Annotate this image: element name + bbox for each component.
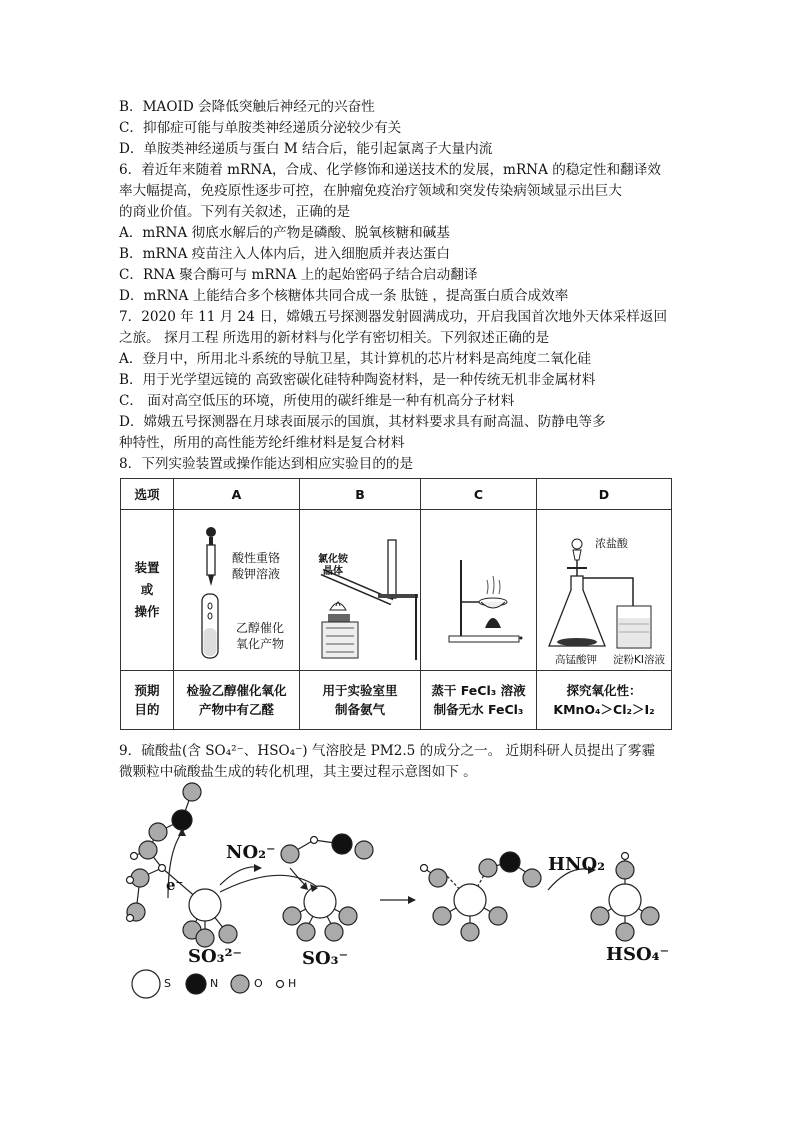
mechanism-svg: [120, 780, 680, 1000]
question-8-stem: 8．下列实验装置或操作能达到相应实验目的的是: [119, 456, 414, 472]
reagent-label: [232, 550, 280, 582]
option-d-q7-2: 种特性，所用的高性能芳纶纤维材料是复合材料: [119, 435, 405, 451]
label-line: 酸性重铬: [232, 551, 281, 565]
apparatus-b: [300, 510, 421, 671]
goal-line: 制备无水 FeCl₃: [433, 702, 524, 717]
label-line: 目的: [134, 702, 160, 717]
header-c: C: [421, 479, 537, 510]
goal-d: [537, 671, 672, 730]
label-line: 装置: [134, 560, 160, 575]
so3-2-label: SO₃²⁻: [188, 946, 242, 967]
label-line: 氯化铵: [318, 554, 348, 565]
goal-line: 检验乙醇催化氧化: [186, 683, 287, 698]
label-line: 预期: [134, 683, 160, 698]
option-a-q6: A．mRNA 彻底水解后的产物是磷酸、脱氧核糖和碱基: [119, 225, 450, 241]
ammonium-chloride-label: [318, 554, 348, 578]
apparatus-a: [174, 510, 300, 671]
question-6-stem-2: 率大幅提高，免疫原性逐步可控，在肿瘤免疫治疗领域和突发传染病领域显示出巨大: [119, 183, 622, 199]
question-9-stem-2: 微颗粒中硫酸盐生成的转化机理，其主要过程示意图如下 。: [119, 764, 477, 780]
option-a-q7: A．登月中，所用北斗系统的导航卫星，其计算机的芯片材料是高纯度二氧化硅: [119, 351, 592, 367]
goal-line: 蒸干 FeCl₃ 溶液: [431, 683, 526, 698]
experiment-table: [120, 478, 672, 730]
label-line: 酸钾溶液: [232, 567, 281, 581]
legend-n: N: [210, 977, 219, 990]
table-header-row: [121, 479, 672, 510]
label-line: 氧化产物: [236, 637, 285, 651]
option-d-q5: D．单胺类神经递质与蛋白 M 结合后，能引起氯离子大量内流: [119, 141, 493, 157]
header-a: A: [174, 479, 300, 510]
goal-c: [421, 671, 537, 730]
apparatus-label: [121, 510, 174, 671]
question-6-stem-1: 6．着近年来随着 mRNA，合成、化学修饰和递送技术的发展，mRNA 的稳定性和翻译效: [119, 162, 661, 178]
goal-line: 探究氧化性：: [566, 683, 642, 698]
conc-hcl-label: 浓盐酸: [595, 537, 628, 550]
header-b: B: [300, 479, 421, 510]
goal-b: [300, 671, 421, 730]
table-row-goal: [121, 671, 672, 730]
goal-line: 产物中有乙醛: [198, 702, 274, 717]
legend-o: O: [254, 977, 263, 990]
legend-s: S: [164, 977, 171, 990]
label-line: 晶体: [323, 566, 343, 577]
legend-h: H: [288, 977, 297, 990]
option-c-q5: C．抑郁症可能与单胺类神经递质分泌较少有关: [119, 120, 402, 136]
option-d-q7-1: D．嫦娥五号探测器在月球表面展示的国旗，其材料要求具有耐高温、防静电等多: [119, 414, 606, 430]
label-line: 操作: [134, 604, 160, 619]
product-label: [236, 620, 284, 652]
option-c-q6: C．RNA 聚合酶可与 mRNA 上的起始密码子结合启动翻译: [119, 267, 478, 283]
question-9-stem-1: 9．硫酸盐(含 SO₄²⁻、HSO₄⁻) 气溶胶是 PM2.5 的成分之一。 近期科研人员提出了雾霾: [119, 743, 656, 759]
electron-label: e⁻: [166, 876, 184, 894]
goal-label: [121, 671, 174, 730]
question-6-stem-3: 的商业价值。下列有关叙述，正确的是: [119, 204, 351, 220]
option-c-q7: C． 面对高空低压的环境，所使用的碳纤维是一种有机高分子材料: [119, 393, 515, 409]
apparatus-d: [537, 510, 672, 671]
so3-label: SO₃⁻: [302, 948, 349, 969]
goal-a: [174, 671, 300, 730]
kmno4-label: 高锰酸钾: [555, 654, 597, 666]
label-line: 或: [140, 582, 154, 597]
starch-ki-label: 淀粉KI溶液: [613, 654, 665, 666]
evaporation-figure: [421, 510, 536, 670]
option-b-q5: B．MAOID 会降低突触后神经元的兴奋性: [119, 99, 375, 115]
option-b-q7: B．用于光学望远镜的 高致密碳化硅特种陶瓷材料，是一种传统无机非金属材料: [119, 372, 596, 388]
oxidation-figure: [537, 510, 677, 670]
heating-tube-figure: [300, 510, 420, 670]
question-7-stem-2: 之旅。 探月工程 所选用的新材料与化学有密切相关。下列叙述正确的是: [119, 330, 550, 346]
no2-label: NO₂⁻: [226, 842, 276, 863]
goal-line: 用于实验室里: [322, 683, 398, 698]
label-line: 乙醇催化: [236, 621, 285, 635]
hno2-label: HNO₂: [548, 854, 606, 875]
option-d-q6: D．mRNA 上能结合多个核糖体共同合成一条 肽链 ，提高蛋白质合成效率: [119, 288, 569, 304]
header-option: 选项: [121, 479, 174, 510]
header-d: D: [537, 479, 672, 510]
mechanism-diagram: [120, 780, 680, 1000]
goal-line: KMnO₄＞Cl₂＞I₂: [553, 702, 655, 717]
table-row-apparatus: [121, 510, 672, 671]
hso4-label: HSO₄⁻: [606, 944, 670, 965]
apparatus-c: [421, 510, 537, 671]
goal-line: 制备氨气: [334, 702, 385, 717]
question-7-stem-1: 7．2020 年 11 月 24 日，嫦娥五号探测器发射圆满成功，开启我国首次地外天体采样返回: [119, 309, 668, 325]
option-b-q6: B．mRNA 疫苗注入人体内后，进入细胞质并表达蛋白: [119, 246, 451, 262]
